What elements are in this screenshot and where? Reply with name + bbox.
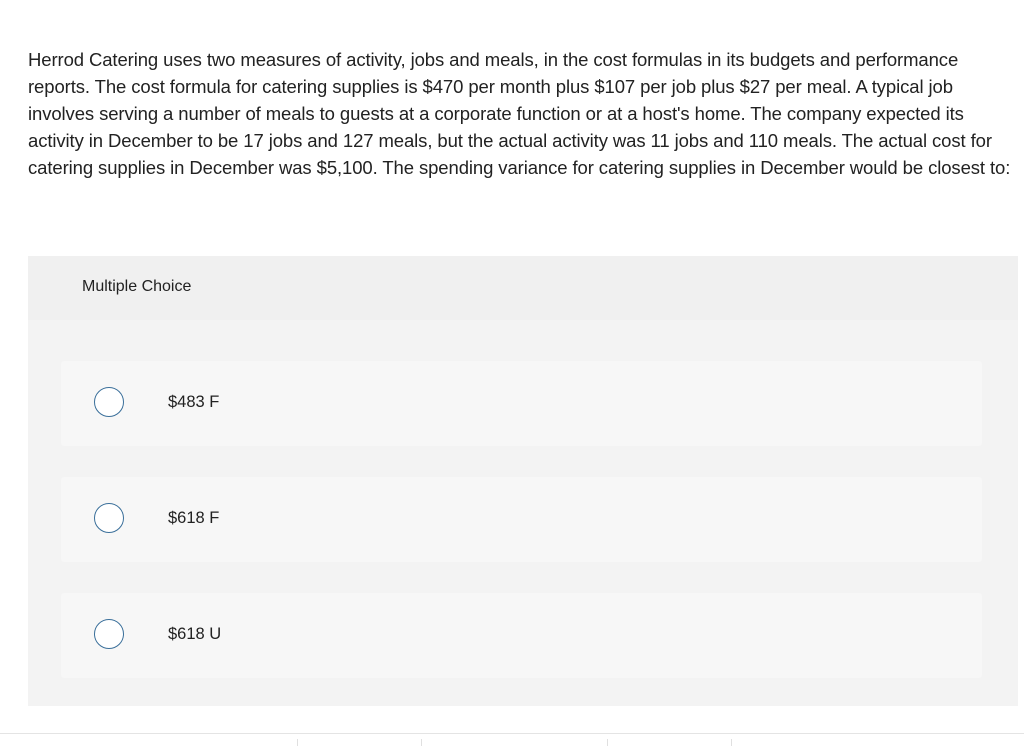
answer-option-label: $618 F <box>168 509 220 527</box>
bottom-divider <box>0 733 1024 734</box>
answer-option-2[interactable] <box>61 477 982 562</box>
answer-option-label: $618 U <box>168 625 222 643</box>
radio-button-icon[interactable] <box>94 387 124 417</box>
multiple-choice-header <box>28 256 1018 320</box>
radio-button-icon[interactable] <box>94 619 124 649</box>
divider-tick <box>297 739 298 746</box>
radio-button-icon[interactable] <box>94 503 124 533</box>
multiple-choice-label: Multiple Choice <box>82 278 192 295</box>
divider-tick <box>421 739 422 746</box>
multiple-choice-panel <box>28 256 1018 706</box>
answer-option-1[interactable] <box>61 361 982 446</box>
answer-option-3[interactable] <box>61 593 982 678</box>
divider-tick <box>731 739 732 746</box>
divider-tick <box>607 739 608 746</box>
answer-option-label: $483 F <box>168 393 220 411</box>
question-text: Herrod Catering uses two measures of activity, jobs and meals, in the cost formulas in its budgets and performance reports. The cost formula for catering supplies is $470 per month plus $107 per job plus $27 per meal. A typical job involves serving a number of meals to guests at a corporate function or at a host's home. The company expected its activity in December to be 17 jobs and 127 meals, but the actual activity was 11 jobs and 110 meals. The actual cost for catering supplies in December was $5,100. The spending variance for catering supplies in December would be closest to: <box>28 48 1011 179</box>
